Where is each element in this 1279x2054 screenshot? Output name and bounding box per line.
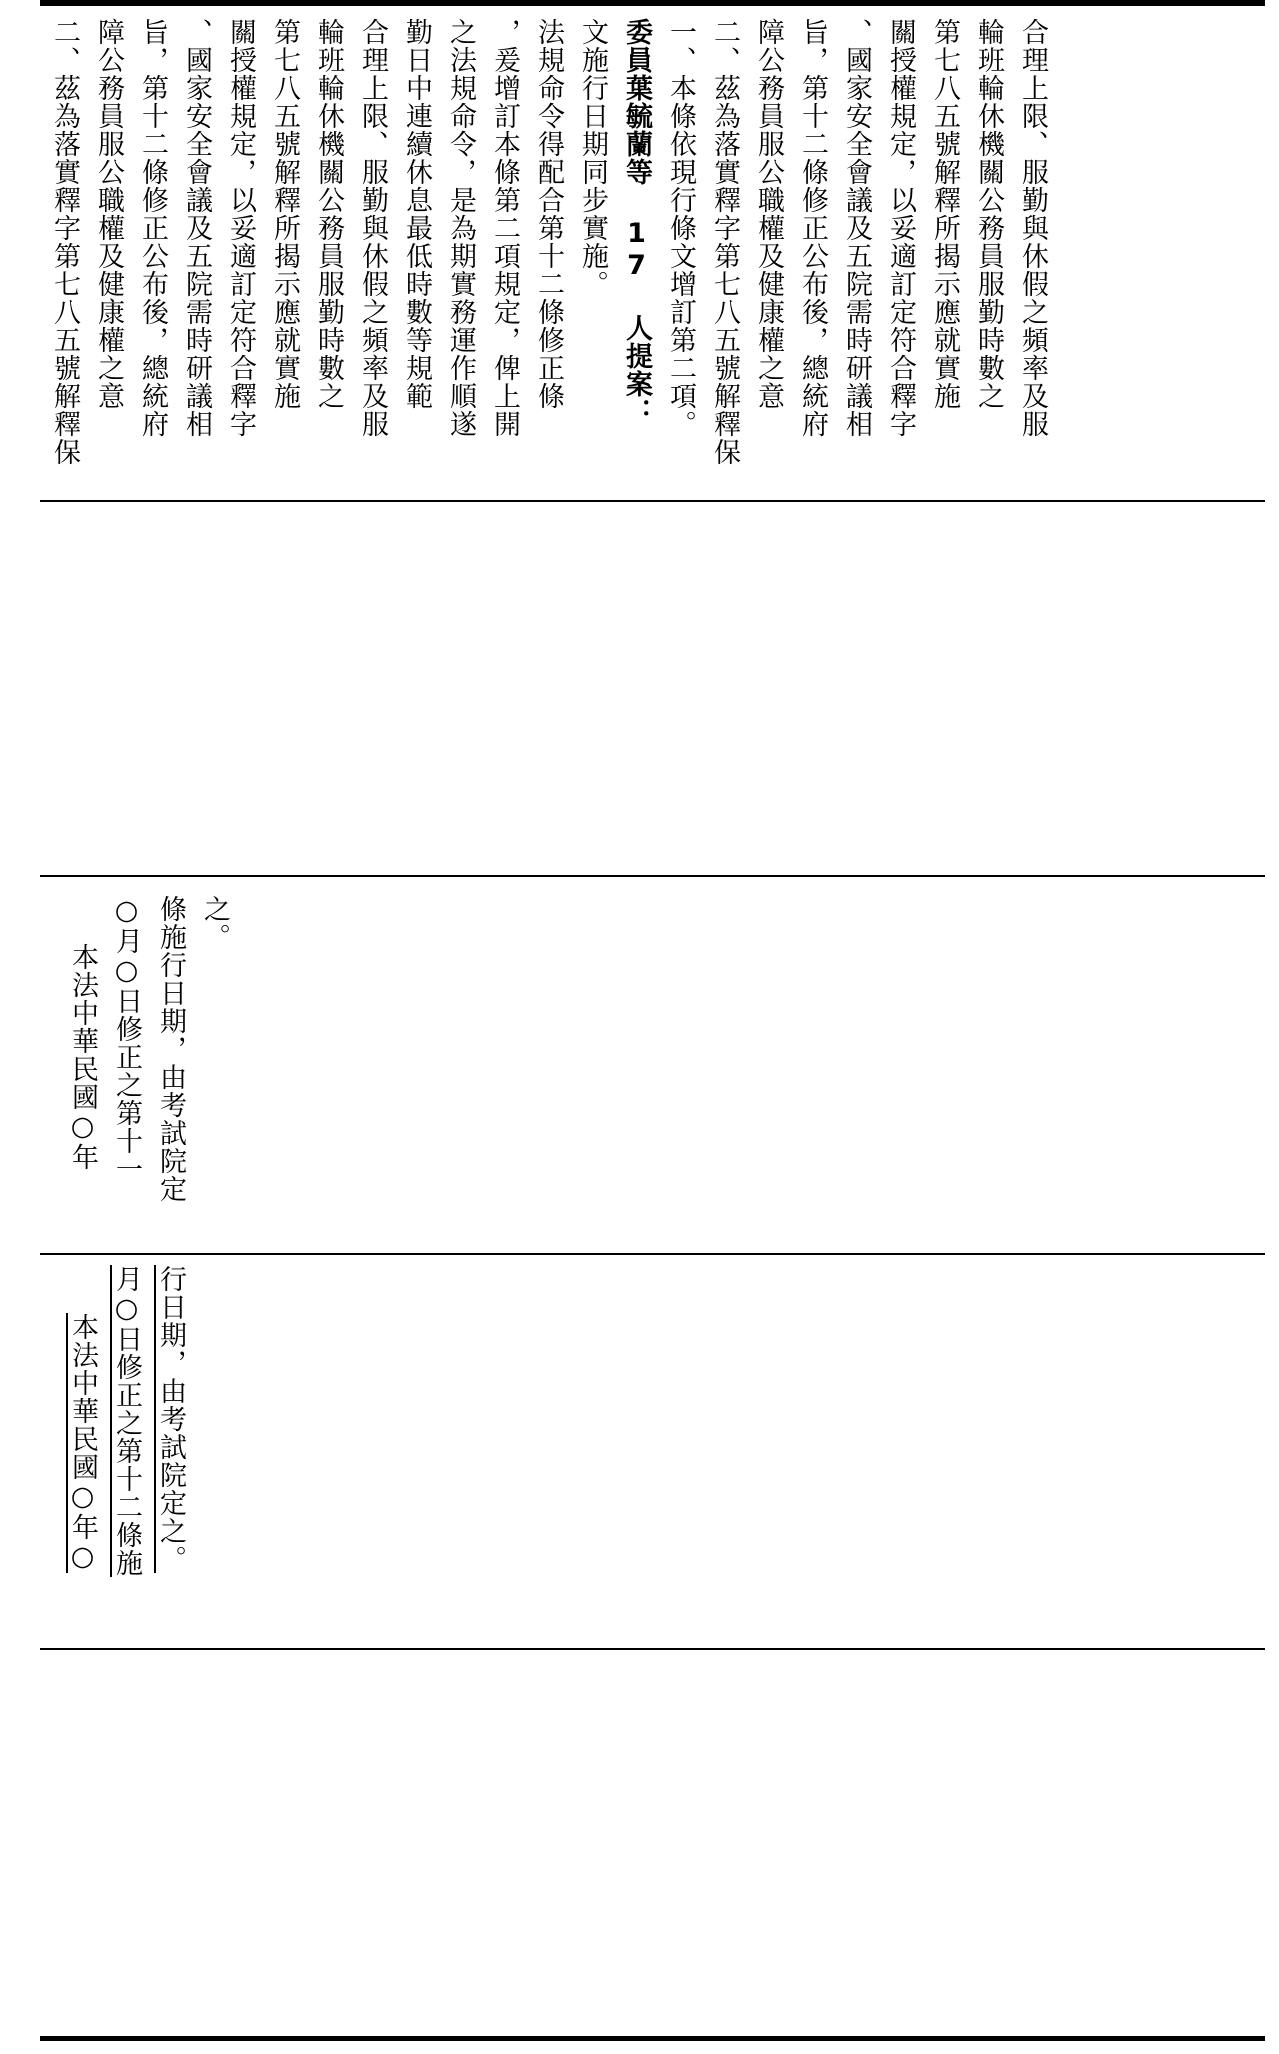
top-border [40, 0, 1265, 6]
proposal-line: 第七八五號解釋所揭示應就實施 [929, 18, 960, 410]
row-divider-1 [40, 500, 1265, 502]
proposal-line: 旨，第十二條修正公布後，總統府 [797, 18, 828, 438]
current-line: 月○日修正之第十二條施 [111, 1265, 142, 1577]
reason-line: ，爰增訂本條第二項規定，俾上開 [489, 18, 520, 438]
proposal-line: 一、本條依現行條文增訂第二項。 [665, 18, 696, 438]
proposed-line: ○月○日修正之第十一 [111, 895, 142, 1183]
current-line: 本法中華民國○年○ [67, 1313, 98, 1573]
proposed-article-column [60, 895, 236, 1255]
reason-line: 輪班輪休機關公務員服勤時數之 [313, 18, 344, 410]
proposal-heading: 委員葉毓蘭等 17 人提案： [621, 18, 652, 426]
proposal-line: 、國家安全會議及五院需時研議相 [841, 18, 872, 438]
reason-line: 第七八五號解釋所揭示應就實施 [269, 18, 300, 410]
reason-line: 之法規命令，是為期實務運作順遂 [445, 18, 476, 438]
proposal-line: 障公務員服公職權及健康權之意 [753, 18, 784, 410]
current-article-column [60, 1265, 192, 1645]
current-line: 行日期，由考試院定之。 [155, 1265, 186, 1573]
proposal-line: 關授權規定，以妥適訂定符合釋字 [885, 18, 916, 438]
reason-line: 法規命令得配合第十二條修正條 [533, 18, 564, 410]
reason-line: 、國家安全會議及五院需時研議相 [181, 18, 212, 438]
proposed-line: 之。 [199, 895, 230, 951]
reason-line: 勤日中連續休息最低時數等規範 [401, 18, 432, 410]
reason-line: 旨，第十二條修正公布後，總統府 [137, 18, 168, 438]
row-divider-4 [40, 1648, 1265, 1650]
bottom-border [40, 2036, 1265, 2041]
reason-line: 障公務員服公職權及健康權之意 [93, 18, 124, 410]
proposal-line: 合理上限、服勤與休假之頻率及服 [1017, 18, 1048, 438]
reason-line: 二、茲為落實釋字第七八五號解釋保 [49, 18, 80, 466]
reasons-column [42, 18, 1054, 488]
proposal-line: 輪班輪休機關公務員服勤時數之 [973, 18, 1004, 410]
reason-line: 文施行日期同步實施。 [577, 18, 608, 298]
row-divider-2 [40, 875, 1265, 877]
proposed-line: 條施行日期，由考試院定 [155, 895, 186, 1203]
proposal-line: 二、茲為落實釋字第七八五號解釋保 [709, 18, 740, 466]
reason-line: 合理上限、服勤與休假之頻率及服 [357, 18, 388, 438]
proposed-line: 本法中華民國○年 [67, 943, 98, 1171]
reason-line: 關授權規定，以妥適訂定符合釋字 [225, 18, 256, 438]
